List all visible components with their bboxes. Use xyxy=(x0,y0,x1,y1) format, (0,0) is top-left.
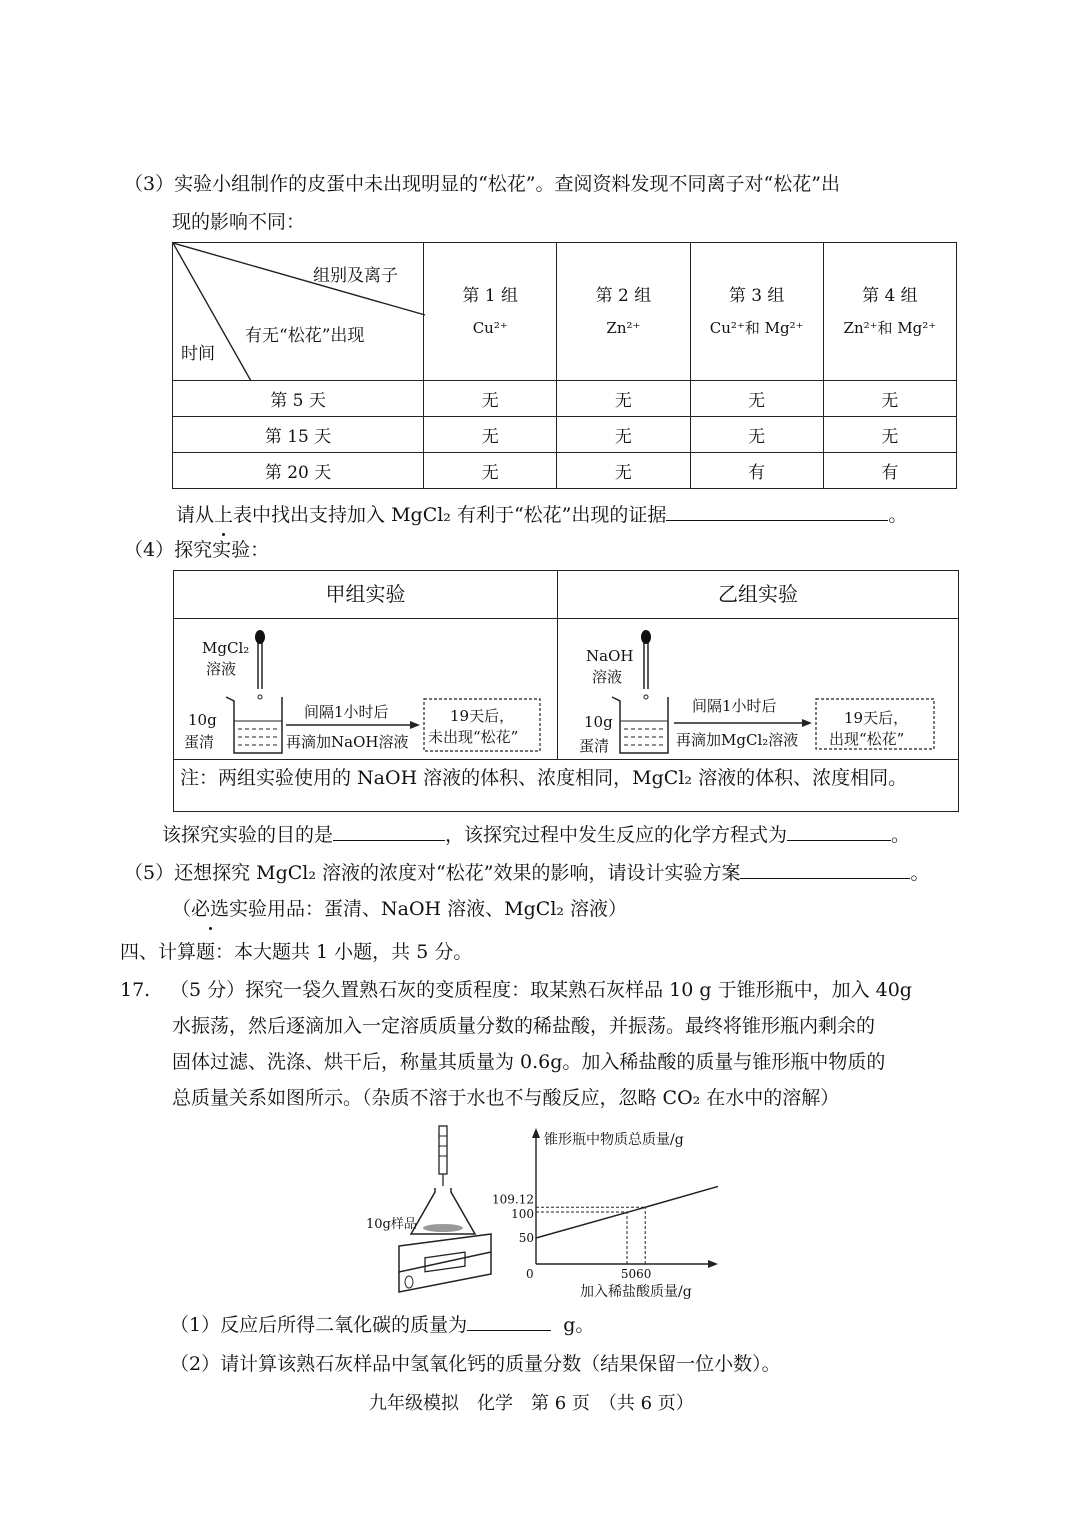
q3-line2: 现的影响不同： xyxy=(172,211,306,233)
group-a-reagent2: 溶液 xyxy=(206,660,237,678)
table-row xyxy=(173,417,957,453)
ion-table xyxy=(172,242,957,489)
origin-label: 0 xyxy=(526,1267,534,1281)
y-tick-label: 100 xyxy=(511,1207,534,1221)
q5-line2: （必选实验用品：蛋清、NaOH 溶液、MgCl₂ 溶液） xyxy=(172,895,627,923)
group-a-result1: 19天后， xyxy=(450,707,515,725)
diag-top-label: 组别及离子 xyxy=(313,266,398,286)
q17-line1: （5 分）探究一袋久置熟石灰的变质程度：取某熟石灰样品 10 g 于锥形瓶中，加入 40g xyxy=(170,979,912,1001)
y-axis-label: 锥形瓶中物质总质量/g xyxy=(544,1132,684,1148)
q17-sub1: （1）反应后所得二氧化碳的质量为 g。 xyxy=(170,1310,594,1339)
group-b-step-bottom: 再滴加MgCl₂溶液 xyxy=(676,731,799,749)
value-cell: 有 xyxy=(690,453,823,489)
value-cell: 无 xyxy=(557,381,690,417)
q17-sub2: （2）请计算该熟石灰样品中氢氧化钙的质量分数（结果保留一位小数）。 xyxy=(170,1353,781,1375)
q3-line1: （3）实验小组制作的皮蛋中未出现明显的“松花”。查阅资料发现不同离子对“松花”出 xyxy=(124,173,840,195)
group-a-step-bottom: 再滴加NaOH溶液 xyxy=(286,733,409,751)
group-a-reagent: MgCl₂ xyxy=(202,639,250,657)
emphasis-dotted: 必选 xyxy=(191,895,229,923)
group-b-result1: 19天后， xyxy=(844,709,909,727)
answer-blank-equation[interactable] xyxy=(787,820,891,841)
group-header-2: 第 2 组 Zn²⁺ xyxy=(557,243,690,381)
titration-apparatus xyxy=(395,1122,505,1302)
value-cell: 有 xyxy=(823,453,956,489)
answer-blank-co2[interactable] xyxy=(467,1310,551,1331)
q17-line2: 水振荡，然后逐滴加入一定溶质质量分数的稀盐酸，并振荡。最终将锥形瓶内剩余的 xyxy=(172,1015,876,1037)
group-b-reagent: NaOH xyxy=(586,647,634,665)
section4-heading: 四、计算题：本大题共 1 小题，共 5 分。 xyxy=(120,941,473,963)
value-cell: 无 xyxy=(690,381,823,417)
y-tick-label: 109.12 xyxy=(492,1192,534,1207)
group-b-result2: 出现“松花” xyxy=(829,730,905,748)
table-row xyxy=(173,381,957,417)
group-a-result2: 未出现“松花” xyxy=(428,728,519,746)
experiment-table xyxy=(173,570,959,812)
experiment-note: 注：两组实验使用的 NaOH 溶液的体积、浓度相同，MgCl₂ 溶液的体积、浓度相同。 xyxy=(174,759,958,812)
q17-number: 17. xyxy=(120,979,151,1001)
group-b-sample: 10g xyxy=(584,713,613,731)
q3-evidence: 请从上表中找出支持加入 MgCl₂ 有利于“松花”出现的证据 。 xyxy=(176,500,907,529)
group-header-3: 第 3 组 Cu²⁺和 Mg²⁺ xyxy=(690,243,823,381)
y-tick-label: 50 xyxy=(518,1231,534,1245)
diagonal-header-cell xyxy=(173,243,424,381)
x-tick-label: 5060 xyxy=(620,1267,652,1281)
mass-chart xyxy=(490,1126,730,1306)
group-a-step-top: 间隔1小时后 xyxy=(304,703,389,721)
value-cell: 无 xyxy=(557,417,690,453)
answer-blank-evidence[interactable] xyxy=(666,500,888,521)
emphasis-dotted: 从上表 xyxy=(195,501,252,529)
q4-label: （4）探究实验： xyxy=(124,539,270,561)
value-cell: 无 xyxy=(557,453,690,489)
time-cell: 第 5 天 xyxy=(173,381,424,417)
value-cell: 无 xyxy=(690,417,823,453)
q17-line4: 总质量关系如图所示。（杂质不溶于水也不与酸反应，忽略 CO₂ 在水中的溶解） xyxy=(172,1087,840,1109)
time-cell: 第 15 天 xyxy=(173,417,424,453)
x-axis-arrow xyxy=(708,1260,718,1268)
apparatus-label: 10g样品 xyxy=(366,1217,417,1232)
y-axis-arrow xyxy=(532,1128,540,1138)
group-b-sample2: 蛋清 xyxy=(579,737,610,755)
diag-bottom-label: 时间 xyxy=(181,344,215,364)
group-a-sample: 10g xyxy=(188,711,217,729)
value-cell: 无 xyxy=(424,453,557,489)
group-b-step-top: 间隔1小时后 xyxy=(692,697,777,715)
group-b-title: 乙组实验 xyxy=(558,571,958,619)
diag-mid-label: 有无“松花”出现 xyxy=(245,326,365,346)
answer-blank-plan[interactable] xyxy=(740,858,910,879)
group-a-sample2: 蛋清 xyxy=(184,733,215,751)
value-cell: 无 xyxy=(823,417,956,453)
q5-line1: （5）还想探究 MgCl₂ 溶液的浓度对“松花”效果的影响，请设计实验方案 。 xyxy=(124,858,929,887)
page-footer: 九年级模拟 化学 第 6 页 （共 6 页） xyxy=(369,1393,694,1414)
table-row xyxy=(173,453,957,489)
x-axis-label: 加入稀盐酸质量/g xyxy=(580,1284,692,1300)
value-cell: 无 xyxy=(424,381,557,417)
value-cell: 无 xyxy=(424,417,557,453)
q4-question: 该探究实验的目的是 ，该探究过程中发生反应的化学方程式为 。 xyxy=(162,820,910,849)
group-header-4: 第 4 组 Zn²⁺和 Mg²⁺ xyxy=(823,243,956,381)
answer-blank-purpose[interactable] xyxy=(333,820,445,841)
group-header-1: 第 1 组 Cu²⁺ xyxy=(424,243,557,381)
group-b-reagent2: 溶液 xyxy=(592,668,623,686)
time-cell: 第 20 天 xyxy=(173,453,424,489)
value-cell: 无 xyxy=(823,381,956,417)
group-a-title: 甲组实验 xyxy=(174,571,557,619)
q17-line3: 固体过滤、洗涤、烘干后，称量其质量为 0.6g。加入稀盐酸的质量与锥形瓶中物质的 xyxy=(172,1051,886,1073)
